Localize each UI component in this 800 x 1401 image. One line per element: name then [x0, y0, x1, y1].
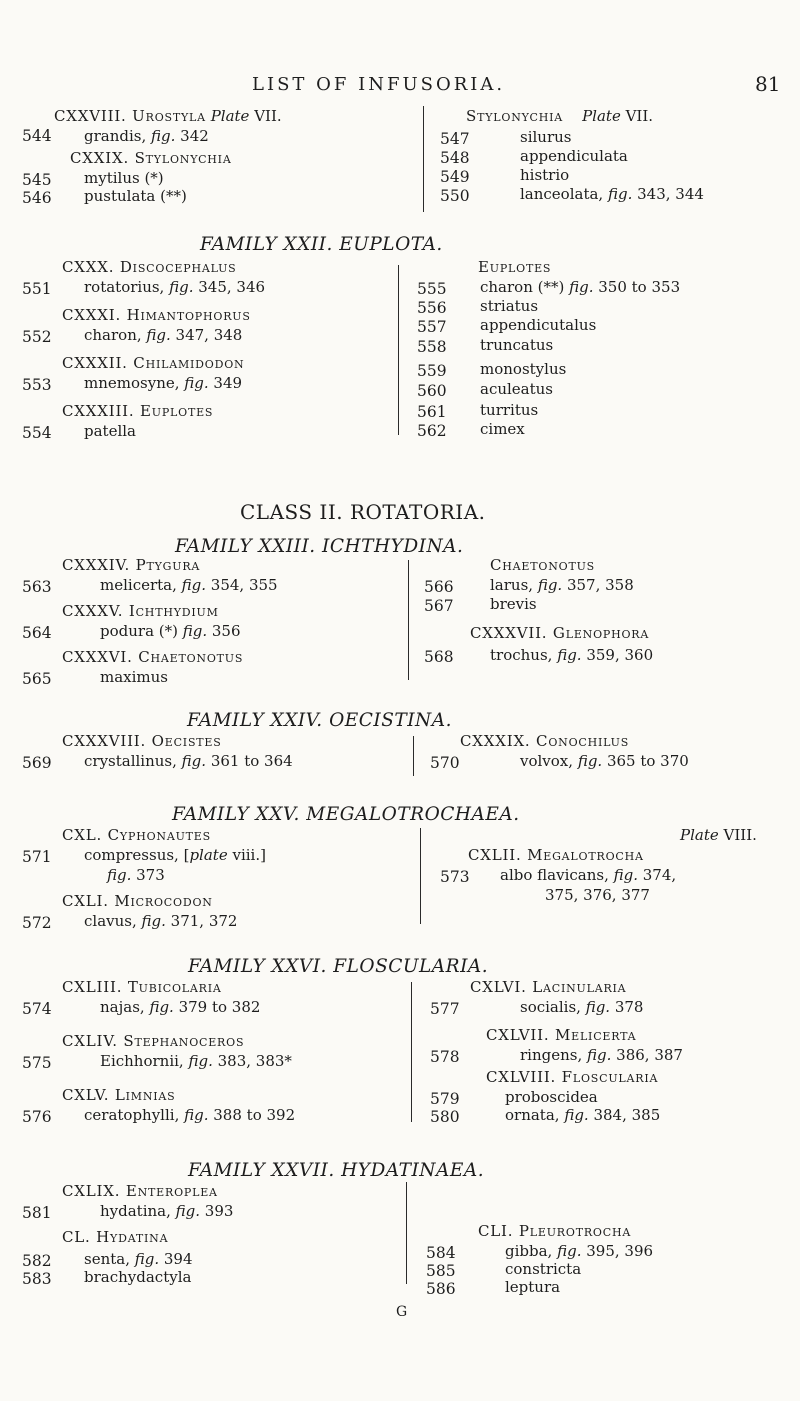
genus-heading: CL. Hydatina [62, 1228, 169, 1246]
species-entry: patella [84, 422, 136, 440]
genus-heading: CXXX. Discocephalus [62, 258, 237, 276]
species-entry: mnemosyne, fig. 349 [84, 374, 243, 392]
column-rule [406, 1182, 407, 1284]
entry-number: 554 [22, 424, 52, 442]
family-heading: FAMILY XXV. MEGALOTROCHAEA. [172, 804, 520, 825]
column-rule [408, 560, 409, 680]
species-entry: grandis, fig. 342 [84, 127, 209, 145]
genus-urostyla: CXXVIII. Urostyla Plate VII. [54, 107, 282, 125]
entry-number: 582 [22, 1252, 52, 1270]
plate-reference: Plate VIII. [680, 826, 757, 844]
entry-number: 580 [430, 1108, 460, 1126]
species-entry: constricta [505, 1260, 582, 1278]
genus-heading: CXLIV. Stephanoceros [62, 1032, 245, 1050]
entry-number: 550 [440, 187, 470, 205]
genus-heading: CXLIX. Enteroplea [62, 1182, 218, 1200]
entry-number: 581 [22, 1204, 52, 1222]
entry-number: 564 [22, 624, 52, 642]
species-entry: brevis [490, 595, 537, 613]
species-entry: pustulata (**) [84, 187, 187, 205]
genus-heading: CXXXIII. Euplotes [62, 402, 214, 420]
genus-heading: CXLII. Megalotrocha [468, 846, 644, 864]
entry-number: 584 [426, 1244, 456, 1262]
entry-number: 583 [22, 1270, 52, 1288]
genus-heading: CXL. Cyphonautes [62, 826, 211, 844]
species-entry: charon (**) fig. 350 to 353 [480, 278, 681, 296]
entry-number: 559 [417, 362, 447, 380]
entry-number: 573 [440, 868, 470, 886]
family-heading: FAMILY XXII. EUPLOTA. [200, 234, 443, 255]
species-entry: monostylus [480, 360, 567, 378]
species-entry: charon, fig. 347, 348 [84, 326, 243, 344]
entry-number: 553 [22, 376, 52, 394]
genus-heading: CXXXI. Himantophorus [62, 306, 251, 324]
entry-number: 574 [22, 1000, 52, 1018]
genus-stylonychia: Stylonychia Plate VII. [466, 107, 654, 125]
species-entry: fig. 373 [107, 866, 165, 884]
species-entry: appendicutalus [480, 316, 597, 334]
species-entry: rotatorius, fig. 345, 346 [84, 278, 266, 296]
species-entry: gibba, fig. 395, 396 [505, 1242, 654, 1260]
species-entry: striatus [480, 297, 539, 315]
species-entry: leptura [505, 1278, 561, 1296]
family-heading: FAMILY XXVI. FLOSCULARIA. [188, 956, 489, 977]
species-entry: larus, fig. 357, 358 [490, 576, 634, 594]
species-entry: 375, 376, 377 [545, 886, 650, 904]
entry-number: 557 [417, 318, 447, 336]
species-entry: socialis, fig. 378 [520, 998, 644, 1016]
genus-heading: Chaetonotus [490, 556, 595, 574]
species-entry: najas, fig. 379 to 382 [100, 998, 261, 1016]
running-title: LIST OF INFUSORIA. [252, 74, 506, 95]
species-entry: aculeatus [480, 380, 554, 398]
species-entry: lanceolata, fig. 343, 344 [520, 185, 704, 203]
genus-heading: CXXXIV. Ptygura [62, 556, 201, 574]
entry-number: 556 [417, 299, 447, 317]
entry-number: 578 [430, 1048, 460, 1066]
entry-number: 576 [22, 1108, 52, 1126]
genus-heading: CXXXII. Chilamidodon [62, 354, 245, 372]
column-rule [420, 828, 421, 924]
entry-number: 586 [426, 1280, 456, 1298]
entry-number: 579 [430, 1090, 460, 1108]
entry-number: 585 [426, 1262, 456, 1280]
entry-number: 552 [22, 328, 52, 346]
entry-number: 548 [440, 149, 470, 167]
genus-heading: CXLVIII. Floscularia [486, 1068, 659, 1086]
genus-heading: CXXXIX. Conochilus [460, 732, 630, 750]
entry-number: 563 [22, 578, 52, 596]
family-heading: FAMILY XXIV. OECISTINA. [187, 710, 452, 731]
class-heading: CLASS II. ROTATORIA. [240, 500, 486, 524]
entry-number: 562 [417, 422, 447, 440]
genus-heading: CXLV. Limnias [62, 1086, 176, 1104]
species-entry: proboscidea [505, 1088, 598, 1106]
species-entry: cimex [480, 420, 525, 438]
species-entry: Eichhornii, fig. 383, 383* [100, 1052, 292, 1070]
species-entry: clavus, fig. 371, 372 [84, 912, 238, 930]
species-entry: appendiculata [520, 147, 628, 165]
species-entry: compressus, [plate viii.] [84, 846, 266, 864]
entry-number: 545 [22, 171, 52, 189]
family-heading: FAMILY XXVII. HYDATINAEA. [188, 1160, 485, 1181]
species-entry: volvox, fig. 365 to 370 [520, 752, 689, 770]
entry-number: 572 [22, 914, 52, 932]
entry-number: 546 [22, 189, 52, 207]
species-entry: turritus [480, 401, 539, 419]
species-entry: truncatus [480, 336, 554, 354]
family-heading: FAMILY XXIII. ICHTHYDINA. [175, 536, 464, 557]
entry-number: 547 [440, 130, 470, 148]
genus-heading: CXXXVIII. Oecistes [62, 732, 222, 750]
entry-number: 571 [22, 848, 52, 866]
genus-heading: CXXXV. Ichthydium [62, 602, 219, 620]
genus-heading: CXLI. Microcodon [62, 892, 213, 910]
species-entry: ornata, fig. 384, 385 [505, 1106, 661, 1124]
species-entry: melicerta, fig. 354, 355 [100, 576, 278, 594]
entry-number: 570 [430, 754, 460, 772]
entry-number: 558 [417, 338, 447, 356]
species-entry: hydatina, fig. 393 [100, 1202, 234, 1220]
entry-number: 567 [424, 597, 454, 615]
entry-number: 577 [430, 1000, 460, 1018]
genus-heading: CXXXVII. Glenophora [470, 624, 650, 642]
species-entry: maximus [100, 668, 169, 686]
entry-number: 565 [22, 670, 52, 688]
entry-number: 555 [417, 280, 447, 298]
species-entry: brachydactyla [84, 1268, 192, 1286]
entry-number: 560 [417, 382, 447, 400]
species-entry: trochus, fig. 359, 360 [490, 646, 654, 664]
genus-heading: CXLIII. Tubicolaria [62, 978, 222, 996]
column-rule [423, 106, 424, 212]
species-entry: ceratophylli, fig. 388 to 392 [84, 1106, 296, 1124]
genus-heading: CXXIX. Stylonychia [70, 149, 232, 167]
species-entry: albo flavicans, fig. 374, [500, 866, 677, 884]
genus-heading: Euplotes [478, 258, 552, 276]
genus-heading: CXLVI. Lacinularia [470, 978, 627, 996]
entry-number: 569 [22, 754, 52, 772]
entry-number: 575 [22, 1054, 52, 1072]
genus-heading: CXLVII. Melicerta [486, 1026, 637, 1044]
species-entry: crystallinus, fig. 361 to 364 [84, 752, 293, 770]
entry-number: 551 [22, 280, 52, 298]
species-entry: senta, fig. 394 [84, 1250, 193, 1268]
species-entry: mytilus (*) [84, 169, 164, 187]
entry-number: 566 [424, 578, 454, 596]
column-rule [411, 982, 412, 1122]
entry-number: 561 [417, 403, 447, 421]
species-entry: histrio [520, 166, 570, 184]
column-rule [413, 736, 414, 776]
species-entry: podura (*) fig. 356 [100, 622, 241, 640]
species-entry: silurus [520, 128, 572, 146]
genus-heading: CLI. Pleurotrocha [478, 1222, 632, 1240]
page-number: 81 [755, 72, 781, 96]
species-entry: ringens, fig. 386, 387 [520, 1046, 683, 1064]
entry-number: 544 [22, 127, 52, 145]
signature-mark: G [396, 1304, 408, 1320]
entry-number: 568 [424, 648, 454, 666]
column-rule [398, 265, 399, 435]
entry-number: 549 [440, 168, 470, 186]
genus-heading: CXXXVI. Chaetonotus [62, 648, 244, 666]
